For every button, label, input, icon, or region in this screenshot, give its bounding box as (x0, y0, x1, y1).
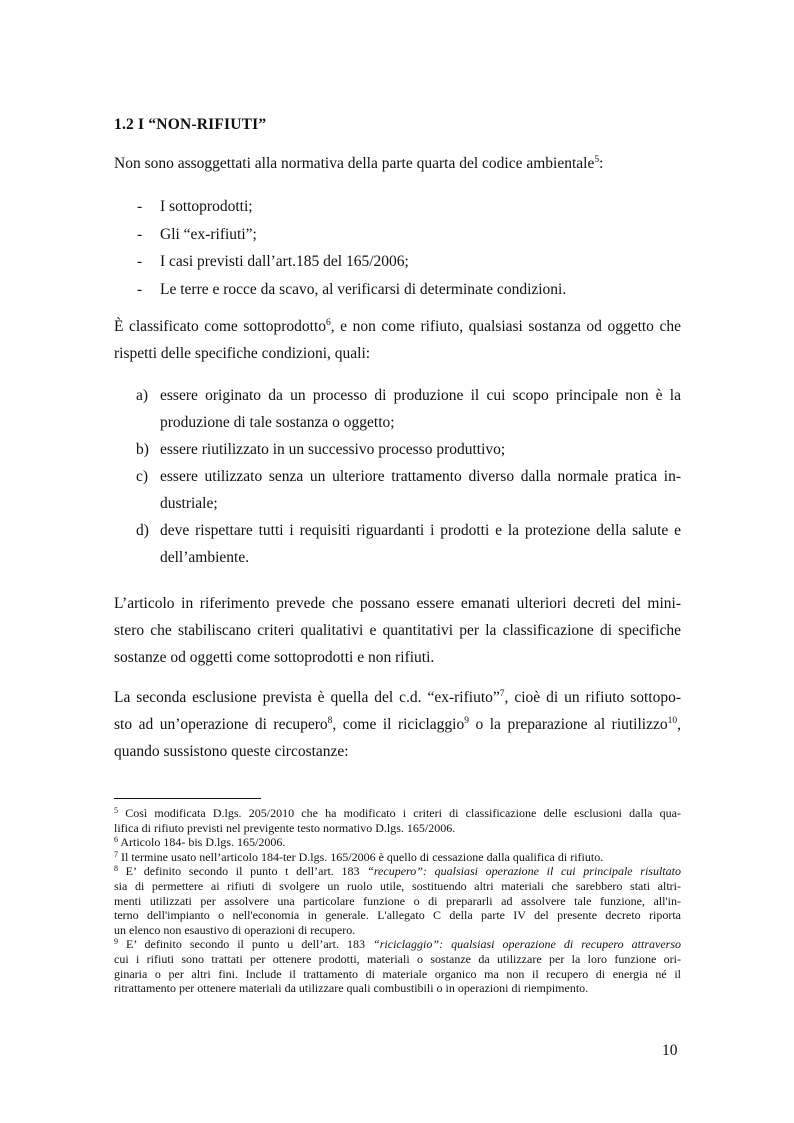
list-item-text (160, 517, 681, 571)
section-heading: 1.2 I “NON-RIFIUTI” (114, 116, 267, 133)
footnote-text: ritrattamento per ottenere materiali da utilizzare quali combustibili o in operazioni di riempimento. (114, 981, 589, 996)
footnote-text: un elenco non esaustivo di operazioni di recupero. (114, 922, 356, 937)
list-letter: a) (136, 387, 149, 404)
conditions-list (114, 382, 681, 571)
list-line: deve rispettare tutti i requisiti riguardanti i prodotti e la protezione della salute e (160, 522, 681, 539)
list-line: essere utilizzato senza un ulteriore trattamento diverso dalla normale pratica in- (160, 468, 681, 485)
list-dash: - (137, 225, 143, 243)
list-line: essere originato da un processo di produzione il cui scopo principale non è la (160, 387, 681, 404)
para4-text: La seconda esclusione prevista è quella del c.d. “ex-rifiuto” (114, 689, 500, 706)
para3-line: L’articolo in riferimento prevede che possano essere emanati ulteriori decreti del mini- (114, 595, 681, 612)
footnote-8 (114, 864, 681, 937)
list-item-text: Le terre e rocce da scavo, al verificarsi di determinate condizioni. (160, 280, 567, 298)
ex-rifiuto-paragraph (114, 684, 681, 765)
para4-text: , cioè di un rifiuto sottopo- (504, 689, 681, 706)
footnote-text: E’ definito secondo il punto u dell’art. 183 (118, 937, 374, 952)
list-item (114, 221, 566, 249)
footnote-number: 9 (114, 937, 118, 947)
list-dash: - (137, 253, 143, 270)
intro-colon: : (599, 155, 604, 172)
footnote-quote: “riciclaggio”: qualsiasi operazione di recupero attraverso (373, 937, 682, 952)
list-item-text (160, 463, 681, 517)
list-item-text: I sottoprodotti; (160, 198, 253, 215)
list-letter: b) (136, 441, 149, 458)
footnote-7 (114, 850, 681, 865)
list-letter: c) (136, 468, 149, 485)
para4-text: o la preparazione al riutilizzo (469, 716, 668, 733)
footnote-ref-5[interactable]: 5 (594, 155, 600, 165)
list-letter: d) (136, 522, 149, 539)
para4-text: sto ad un’operazione di recupero (114, 716, 328, 733)
footnote-ref-9[interactable]: 9 (464, 716, 469, 726)
list-item (114, 276, 566, 304)
footnote-text: Il termine usato nell’articolo 184-ter D.lgs. 165/2006 è quello di cessazione dalla qualifica di rifiuto. (118, 849, 604, 864)
footnotes (114, 806, 681, 996)
list-item (114, 517, 681, 571)
para3-line: stero che stabiliscano criteri qualitativi e quantitativi per la classificazione di specifiche (114, 622, 681, 639)
list-item-text (160, 382, 681, 436)
sottoprodotto-paragraph (114, 313, 681, 367)
footnote-separator (114, 798, 261, 799)
list-item (114, 436, 681, 463)
list-item-text: I casi previsti dall’art.185 del 165/2006; (160, 253, 409, 270)
para2-line-2: rispetti delle specifiche condizioni, quali: (114, 345, 371, 362)
footnote-text: E’ definito secondo il punto t dell’art. 183 (118, 864, 368, 879)
list-item (114, 463, 681, 517)
page-number: 10 (662, 1042, 678, 1059)
para2-text-a: È classificato come sottoprodotto (114, 318, 327, 335)
footnote-text: Articolo 184- bis D.lgs. 165/2006. (118, 835, 286, 850)
decrees-paragraph (114, 590, 681, 671)
list-line: dell’ambiente. (160, 549, 250, 566)
list-item-text: Gli “ex-rifiuti”; (160, 225, 257, 243)
footnote-text: lifica di rifiuto previsti nel previgente testo normativo D.lgs. 165/2006. (114, 820, 456, 835)
footnote-number: 7 (114, 849, 118, 859)
footnote-ref-7[interactable]: 7 (499, 689, 505, 699)
footnote-text: cui i rifiuti sono trattati per ottenere prodotti, materiali o sostanze da utilizzare per la loro funzione ori- (114, 951, 681, 966)
para4-text: , come il riciclaggio (332, 716, 465, 733)
footnote-text: ginaria o per altri fini. Include il trattamento di materiale organico ma non il recupero di energia né il (114, 966, 681, 981)
list-line: dustriale; (160, 495, 218, 512)
list-item (114, 248, 566, 276)
footnote-text: menti utilizzati per assolvere una particolare funzione o di prepararli ad assolvere tale funzione, all'in- (114, 893, 681, 908)
list-item-text (160, 436, 681, 463)
exclusions-list (114, 193, 566, 303)
footnote-9 (114, 937, 681, 995)
footnote-quote: “recupero”: qualsiasi operazione il cui principale risultato (367, 864, 681, 879)
para2-text-b: , e non come rifiuto, qualsiasi sostanza od oggetto che (330, 318, 681, 335)
footnote-ref-10[interactable]: 10 (667, 716, 678, 726)
footnote-ref-8[interactable]: 8 (327, 716, 333, 726)
list-line: produzione di tale sostanza o oggetto; (160, 414, 395, 431)
footnote-text: terno dell'impianto o nell'economia in generale. L'allegato C della parte IV del presente decreto riporta (114, 908, 681, 923)
footnote-number: 6 (114, 835, 118, 845)
footnote-5 (114, 806, 681, 835)
list-item (114, 382, 681, 436)
para3-line: sostanze od oggetti come sottoprodotti e non rifiuti. (114, 649, 435, 666)
list-line: essere riutilizzato in un successivo processo produttivo; (160, 441, 506, 458)
para4-line: quando sussistono queste circostanze: (114, 743, 349, 760)
footnote-number: 8 (114, 864, 118, 874)
list-dash: - (137, 198, 143, 215)
list-item (114, 193, 566, 221)
para4-text: , (677, 716, 681, 733)
intro-text: Non sono assoggettati alla normativa della parte quarta del codice ambientale (114, 155, 595, 172)
footnote-ref-6[interactable]: 6 (326, 318, 331, 328)
footnote-6 (114, 835, 681, 850)
footnote-number: 5 (114, 806, 118, 815)
list-dash: - (137, 280, 143, 298)
intro-paragraph (114, 150, 681, 177)
footnote-text: Così modificata D.lgs. 205/2010 che ha modificato i criteri di classificazione delle esclusioni dalla qua- (118, 806, 681, 820)
footnote-text: sia di permettere ai rifiuti di svolgere un ruolo utile, sostituendo altri materiali che sarebbero stati altri- (114, 878, 681, 893)
